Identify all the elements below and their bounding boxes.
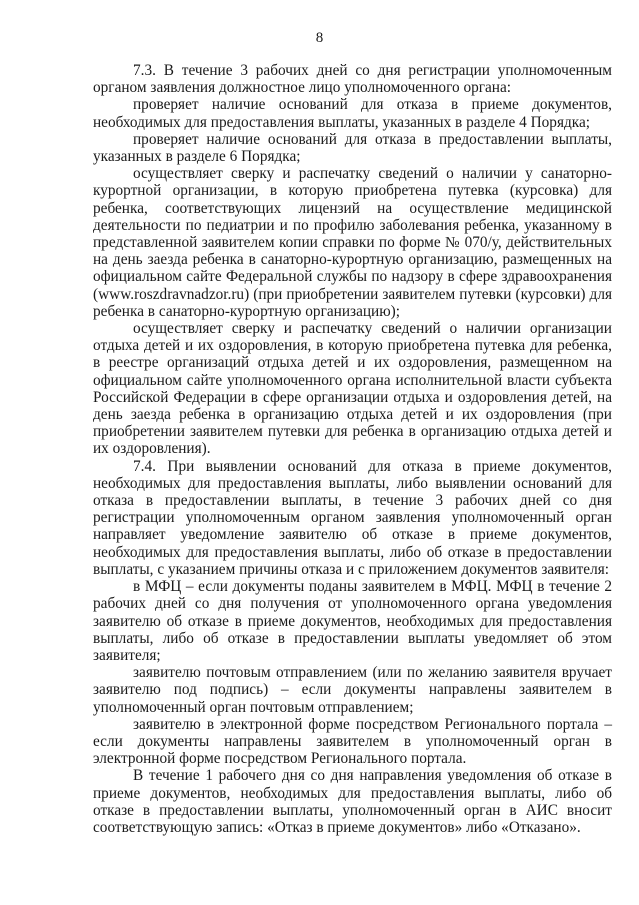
- paragraph-check-grounds: проверяет наличие оснований для отказа в предоставлении выплаты, указанных в разделе 6 Порядка;: [93, 130, 612, 166]
- paragraph-postal: заявителю почтовым отправлением (или по желанию заявителя вручает заявителю под подпись) – если документы направлены заявителем в уполномоченный орган почтовым отправлением;: [93, 664, 612, 716]
- paragraph-recreation-check: осуществляет сверку и распечатку сведений о наличии организации отдыха детей и их оздоровления, в которую приобретена путевка для ребенка, в реестре организаций отдыха детей и их оздоровления, размещенном на официальном сайте уполномоченного органа исполнительной власти субъекта Российской Федерации в сфере организации отдыха и оздоровления детей, на день заезда ребенка в организацию отдыха детей и их оздоровления (при приобретении заявителем путевки для ребенка в организацию отдыха детей и их оздоровления).: [93, 320, 612, 458]
- paragraph-ais-record: В течение 1 рабочего дня со дня направления уведомления об отказе в приеме документов, необходимых для предоставления выплаты, либо об отказе в предоставлении выплаты, уполномоченный орган в АИС вносит соответствующую запись: «Отказ в приеме документов» либо «Отказано».: [93, 767, 612, 836]
- document-body: [93, 62, 612, 836]
- page-number: 8: [315, 30, 324, 46]
- paragraph-7-4: 7.4. При выявлении оснований для отказа в приеме документов, необходимых для предоставления выплаты, либо выявлении оснований для отказа в предоставлении выплаты, в течение 3 рабочих дней со дня регистрации уполномоченным органом заявления уполномоченный орган направляет уведомление заявителю об отказе в приеме документов, необходимых для предоставления выплаты, либо об отказе в предоставлении выплаты, с указанием причины отказа и с приложением документов заявителя:: [93, 457, 612, 578]
- paragraph-mfc: в МФЦ – если документы поданы заявителем в МФЦ. МФЦ в течение 2 рабочих дней со дня получения от уполномоченного органа уведомления заявителю об отказе в приеме документов, необходимых для предоставления выплаты, либо об отказе в предоставлении выплаты уведомляет об этом заявителя;: [93, 578, 612, 664]
- paragraph-check-docs: проверяет наличие оснований для отказа в приеме документов, необходимых для предоставления выплаты, указанных в разделе 4 Порядка;: [93, 96, 612, 131]
- paragraph-sanatorium-check: осуществляет сверку и распечатку сведений о наличии у санаторно-курортной организации, в которую приобретена путевка (курсовка) для ребенка, соответствующих лицензий на осуществление медицинской деятельности по педиатрии и по профилю заболевания ребенка, указанному в представленной заявителем копии справки по форме № 070/у, действительных на день заезда ребенка в санаторно-курортную организацию, размещенных на официальном сайте Федеральной службы по надзору в сфере здравоохранения (www.roszdravnadzor.ru) (при приобретении заявителем путевки (курсовки) для ребенка в санаторно-курортную организацию);: [93, 165, 612, 320]
- paragraph-electronic: заявителю в электронной форме посредством Регионального портала – если документы направлены заявителем в уполномоченный орган в электронной форме посредством Регионального портала.: [93, 715, 612, 768]
- paragraph-7-3: 7.3. В течение 3 рабочих дней со дня регистрации уполномоченным органом заявления должностное лицо уполномоченного органа:: [93, 62, 612, 97]
